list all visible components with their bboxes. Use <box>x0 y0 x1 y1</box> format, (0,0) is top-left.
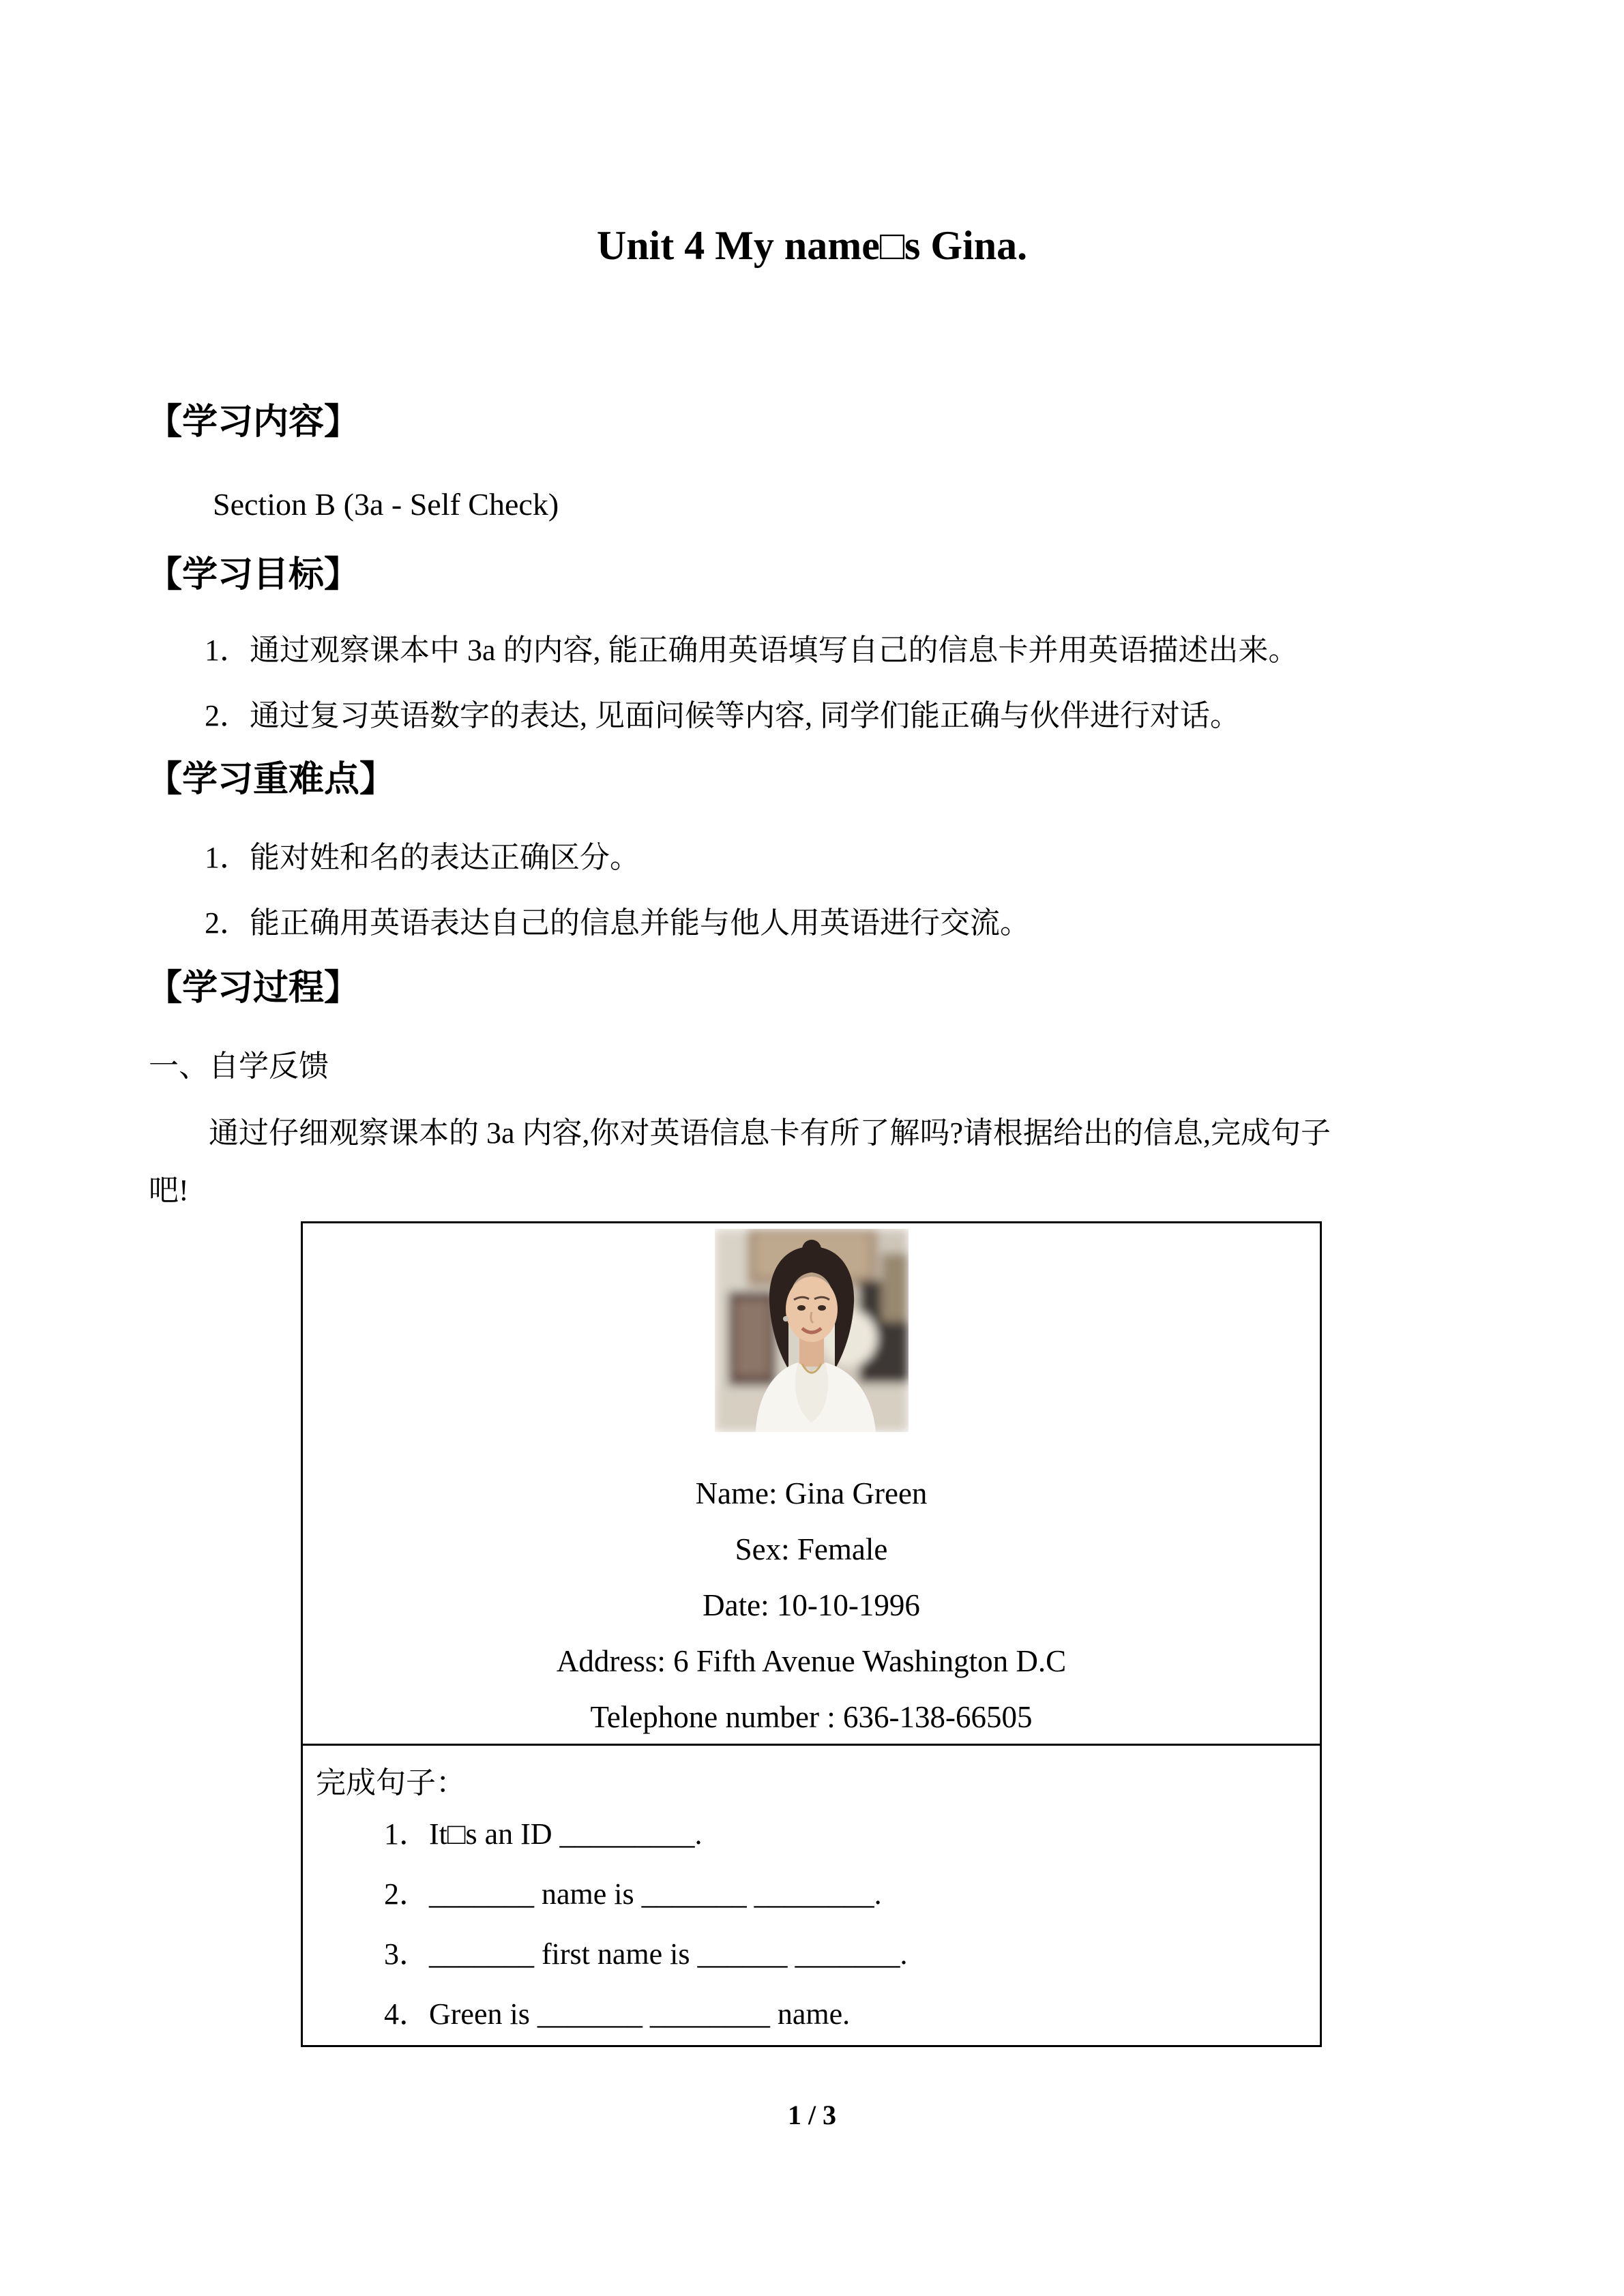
heading-learning-objectives: 【学习目标】 <box>147 556 360 595</box>
intro-paragraph-line-2: 吧! <box>149 1174 189 1207</box>
id-card-box <box>301 1221 1322 2047</box>
id-card-fields <box>303 1465 1320 1745</box>
heading-key-points: 【学习重难点】 <box>147 760 396 799</box>
objective-item-1: 1．通过观察课本中 3a 的内容, 能正确用英语填写自己的信息卡并用英语描述出来。 <box>205 633 1299 667</box>
key-point-item-2: 2．能正确用英语表达自己的信息并能与他人用英语进行交流。 <box>205 906 1030 940</box>
intro-paragraph-line-1: 通过仔细观察课本的 3a 内容,你对英语信息卡有所了解吗?请根据给出的信息,完成句子 <box>209 1116 1331 1150</box>
subheading-self-study-feedback: 一、自学反馈 <box>149 1049 329 1083</box>
id-field-date: Date: 10-10-1996 <box>703 1588 920 1622</box>
id-field-address: Address: 6 Fifth Avenue Washington D.C <box>556 1644 1067 1678</box>
doc-title: Unit 4 My name□s Gina. <box>596 223 1028 268</box>
exercise-section <box>303 1744 1320 2044</box>
id-field-name: Name: Gina Green <box>695 1476 928 1510</box>
exercise-item-4: 4．Green is _______ ________ name. <box>384 1997 851 2031</box>
exercise-item-2: 2．_______ name is _______ ________. <box>384 1877 882 1911</box>
learning-content-body: Section B (3a - Self Check) <box>213 487 559 522</box>
id-card-info-section <box>303 1223 1320 1744</box>
key-point-item-1: 1．能对姓和名的表达正确区分。 <box>205 841 640 874</box>
heading-learning-content: 【学习内容】 <box>147 403 360 442</box>
heading-learning-process: 【学习过程】 <box>147 969 360 1008</box>
exercise-item-1: 1．It□s an ID _________. <box>384 1817 703 1851</box>
id-field-telephone: Telephone number : 636-138-66505 <box>590 1700 1033 1734</box>
id-photo-wrap <box>303 1223 1320 1435</box>
page-number: 1 / 3 <box>787 2100 837 2130</box>
objective-item-2: 2．通过复习英语数字的表达, 见面问候等内容, 同学们能正确与伙伴进行对话。 <box>205 699 1240 732</box>
id-field-sex: Sex: Female <box>735 1532 888 1566</box>
exercise-item-3: 3．_______ first name is ______ _______. <box>384 1937 908 1971</box>
exercise-heading: 完成句子： <box>316 1766 466 1800</box>
id-photo <box>715 1229 909 1432</box>
